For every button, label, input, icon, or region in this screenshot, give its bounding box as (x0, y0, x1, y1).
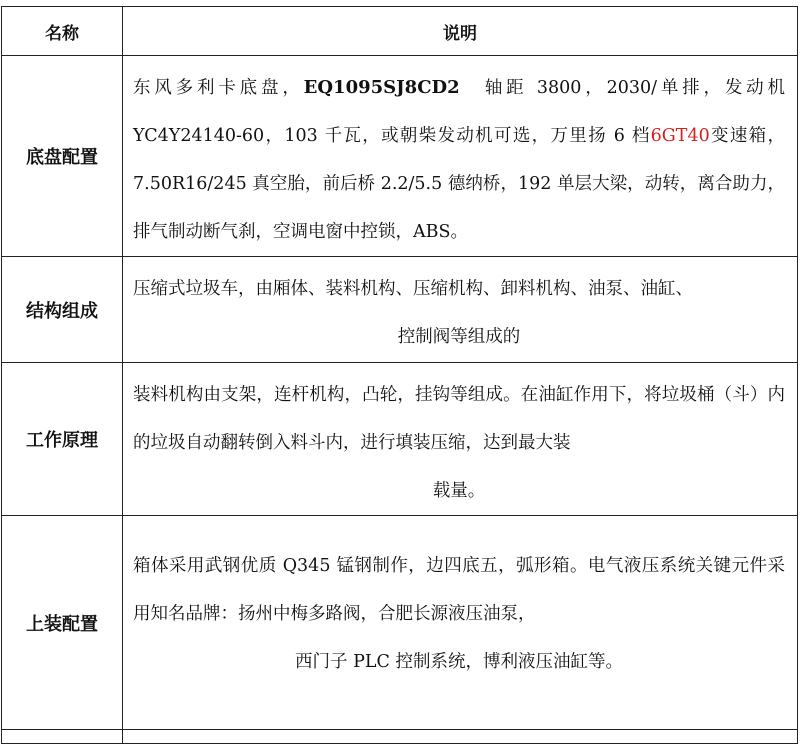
table-header-row (2, 7, 798, 56)
empty-cell (123, 730, 798, 744)
gearbox-model: 6GT40 (650, 126, 710, 146)
desc-line: 控制阀等组成的 (397, 327, 521, 347)
row-description (123, 56, 798, 257)
row-label: 底盘配置 (2, 56, 123, 257)
row-label: 工作原理 (2, 363, 123, 516)
header-description: 说明 (123, 7, 798, 56)
chassis-model: EQ1095SJ8CD2 (303, 77, 460, 98)
desc-line: 西门子 PLC 控制系统，博利液压油缸等。 (295, 652, 623, 672)
table-row (2, 516, 798, 730)
spec-table (1, 6, 798, 744)
header-name: 名称 (2, 7, 123, 56)
desc-line: 装料机构由支架，连杆机构，凸轮，挂钩等组成。在油缸作用下，将垃圾桶（斗）内的垃圾自动翻转倒入料斗内，进行填装压缩，达到最大装 (133, 385, 785, 453)
table-row (2, 363, 798, 516)
desc-text: 东风多利卡底盘， (133, 78, 304, 98)
table-row-partial (2, 730, 798, 744)
table-row (2, 56, 798, 257)
table-row (2, 257, 798, 363)
row-description (123, 363, 798, 516)
desc-text: 变速箱，7.50R16/245 真空胎，前后桥 2.2/5.5 德纳桥，192 单层大梁，动转，离合助力，排气制动断气刹，空调电窗中控锁，ABS。 (133, 126, 786, 242)
desc-line: 压缩式垃圾车，由厢体、装料机构、压缩机构、卸料机构、油泵、油缸、 (133, 279, 693, 299)
row-label: 结构组成 (2, 257, 123, 363)
empty-cell (2, 730, 123, 744)
desc-line: 箱体采用武钢优质 Q345 锰钢制作，边四底五，弧形箱。电气液压系统关键元件采用知名品牌：扬州中梅多路阀，合肥长源液压油泵， (133, 556, 785, 624)
row-label: 上装配置 (2, 516, 123, 730)
row-description (123, 516, 798, 730)
desc-text: 轴距 3800，2030/单排，发动机 YC4Y24140-60，103 千瓦，或朝柴发动机可选，万里扬 6 档 (133, 78, 786, 146)
desc-line: 载量。 (432, 481, 486, 501)
row-description (123, 257, 798, 363)
